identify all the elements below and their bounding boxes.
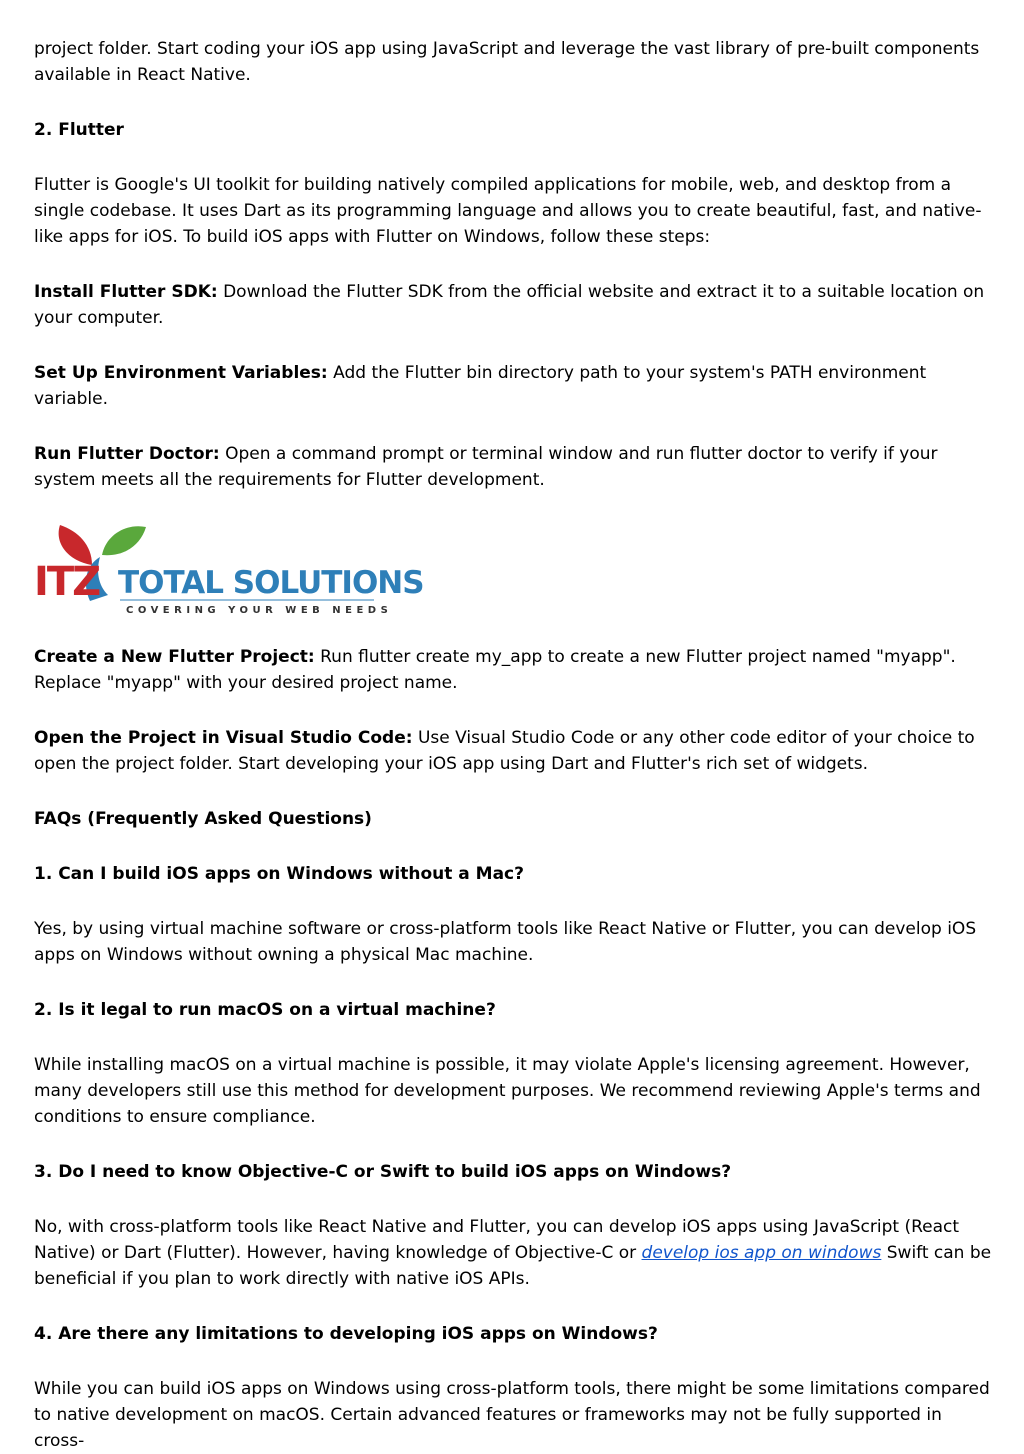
step-label: Open the Project in Visual Studio Code:	[34, 728, 413, 748]
step-text: Run flutter create my_app to create a new Flutter project named "myapp". Replace "myapp" with your desired project name.	[34, 647, 956, 693]
faq-answer-4: While you can build iOS apps on Windows using cross-platform tools, there might be some limitations compared to native development on macOS. Certain advanced features or frameworks may not be fully supported in cross-	[34, 1379, 990, 1451]
faq-question-3: 3. Do I need to know Objective-C or Swift to build iOS apps on Windows?	[34, 1162, 732, 1182]
step-text: Download the Flutter SDK from the official website and extract it to a suitable location on your computer.	[34, 282, 985, 328]
step-text: Use Visual Studio Code or any other code editor of your choice to open the project folder. Start developing your iOS app using Dart and Flutter's rich set of widgets.	[34, 728, 975, 774]
step-label: Create a New Flutter Project:	[34, 647, 315, 667]
logo-name: TOTAL SOLUTIONS	[118, 565, 424, 601]
logo-letters: ITZ	[34, 559, 100, 605]
step-label: Run Flutter Doctor:	[34, 444, 220, 464]
faq-heading: FAQs (Frequently Asked Questions)	[34, 809, 372, 829]
answer-text: Swift can be beneficial if you plan to work directly with native iOS APIs.	[34, 1243, 992, 1289]
faq-question-4: 4. Are there any limitations to developing iOS apps on Windows?	[34, 1324, 658, 1344]
document-page	[34, 36, 994, 1454]
logo-tagline: COVERING YOUR WEB NEEDS	[126, 605, 393, 616]
faq-answer-1: Yes, by using virtual machine software or cross-platform tools like React Native or Flutter, you can develop iOS apps on Windows without owning a physical Mac machine.	[34, 919, 977, 965]
flutter-description: Flutter is Google's UI toolkit for building natively compiled applications for mobile, web, and desktop from a single codebase. It uses Dart as its programming language and allows you to create beautiful, fast, and native-like apps for iOS. To build iOS apps with Flutter on Windows, follow these steps:	[34, 175, 982, 247]
step-text: Add the Flutter bin directory path to your system's PATH environment variable.	[34, 363, 927, 409]
step-flutter-doctor	[34, 441, 994, 493]
faq-answer-2: While installing macOS on a virtual machine is possible, it may violate Apple's licensing agreement. However, many developers still use this method for development purposes. We recommend reviewing Apple's terms and conditions to ensure compliance.	[34, 1055, 981, 1127]
intro-paragraph: project folder. Start coding your iOS app using JavaScript and leverage the vast library of pre-built components available in React Native.	[34, 39, 980, 85]
step-text: Open a command prompt or terminal window and run flutter doctor to verify if your system meets all the requirements for Flutter development.	[34, 444, 938, 490]
step-create-project	[34, 644, 994, 696]
step-env-variables	[34, 360, 994, 412]
develop-ios-app-link[interactable]: develop ios app on windows	[641, 1243, 882, 1263]
itz-total-solutions-logo	[34, 521, 424, 616]
step-label: Set Up Environment Variables:	[34, 363, 328, 383]
answer-text: No, with cross-platform tools like React Native and Flutter, you can develop iOS apps using JavaScript (React Native) or Dart (Flutter). However, having knowledge of Objective-C or	[34, 1217, 960, 1263]
faq-question-2: 2. Is it legal to run macOS on a virtual machine?	[34, 1000, 496, 1020]
step-open-vscode	[34, 725, 994, 777]
faq-answer-3	[34, 1214, 994, 1292]
faq-question-1: 1. Can I build iOS apps on Windows without a Mac?	[34, 864, 524, 884]
green-leaf-icon	[102, 526, 146, 555]
step-label: Install Flutter SDK:	[34, 282, 218, 302]
flutter-heading: 2. Flutter	[34, 120, 124, 140]
step-install-sdk	[34, 279, 994, 331]
